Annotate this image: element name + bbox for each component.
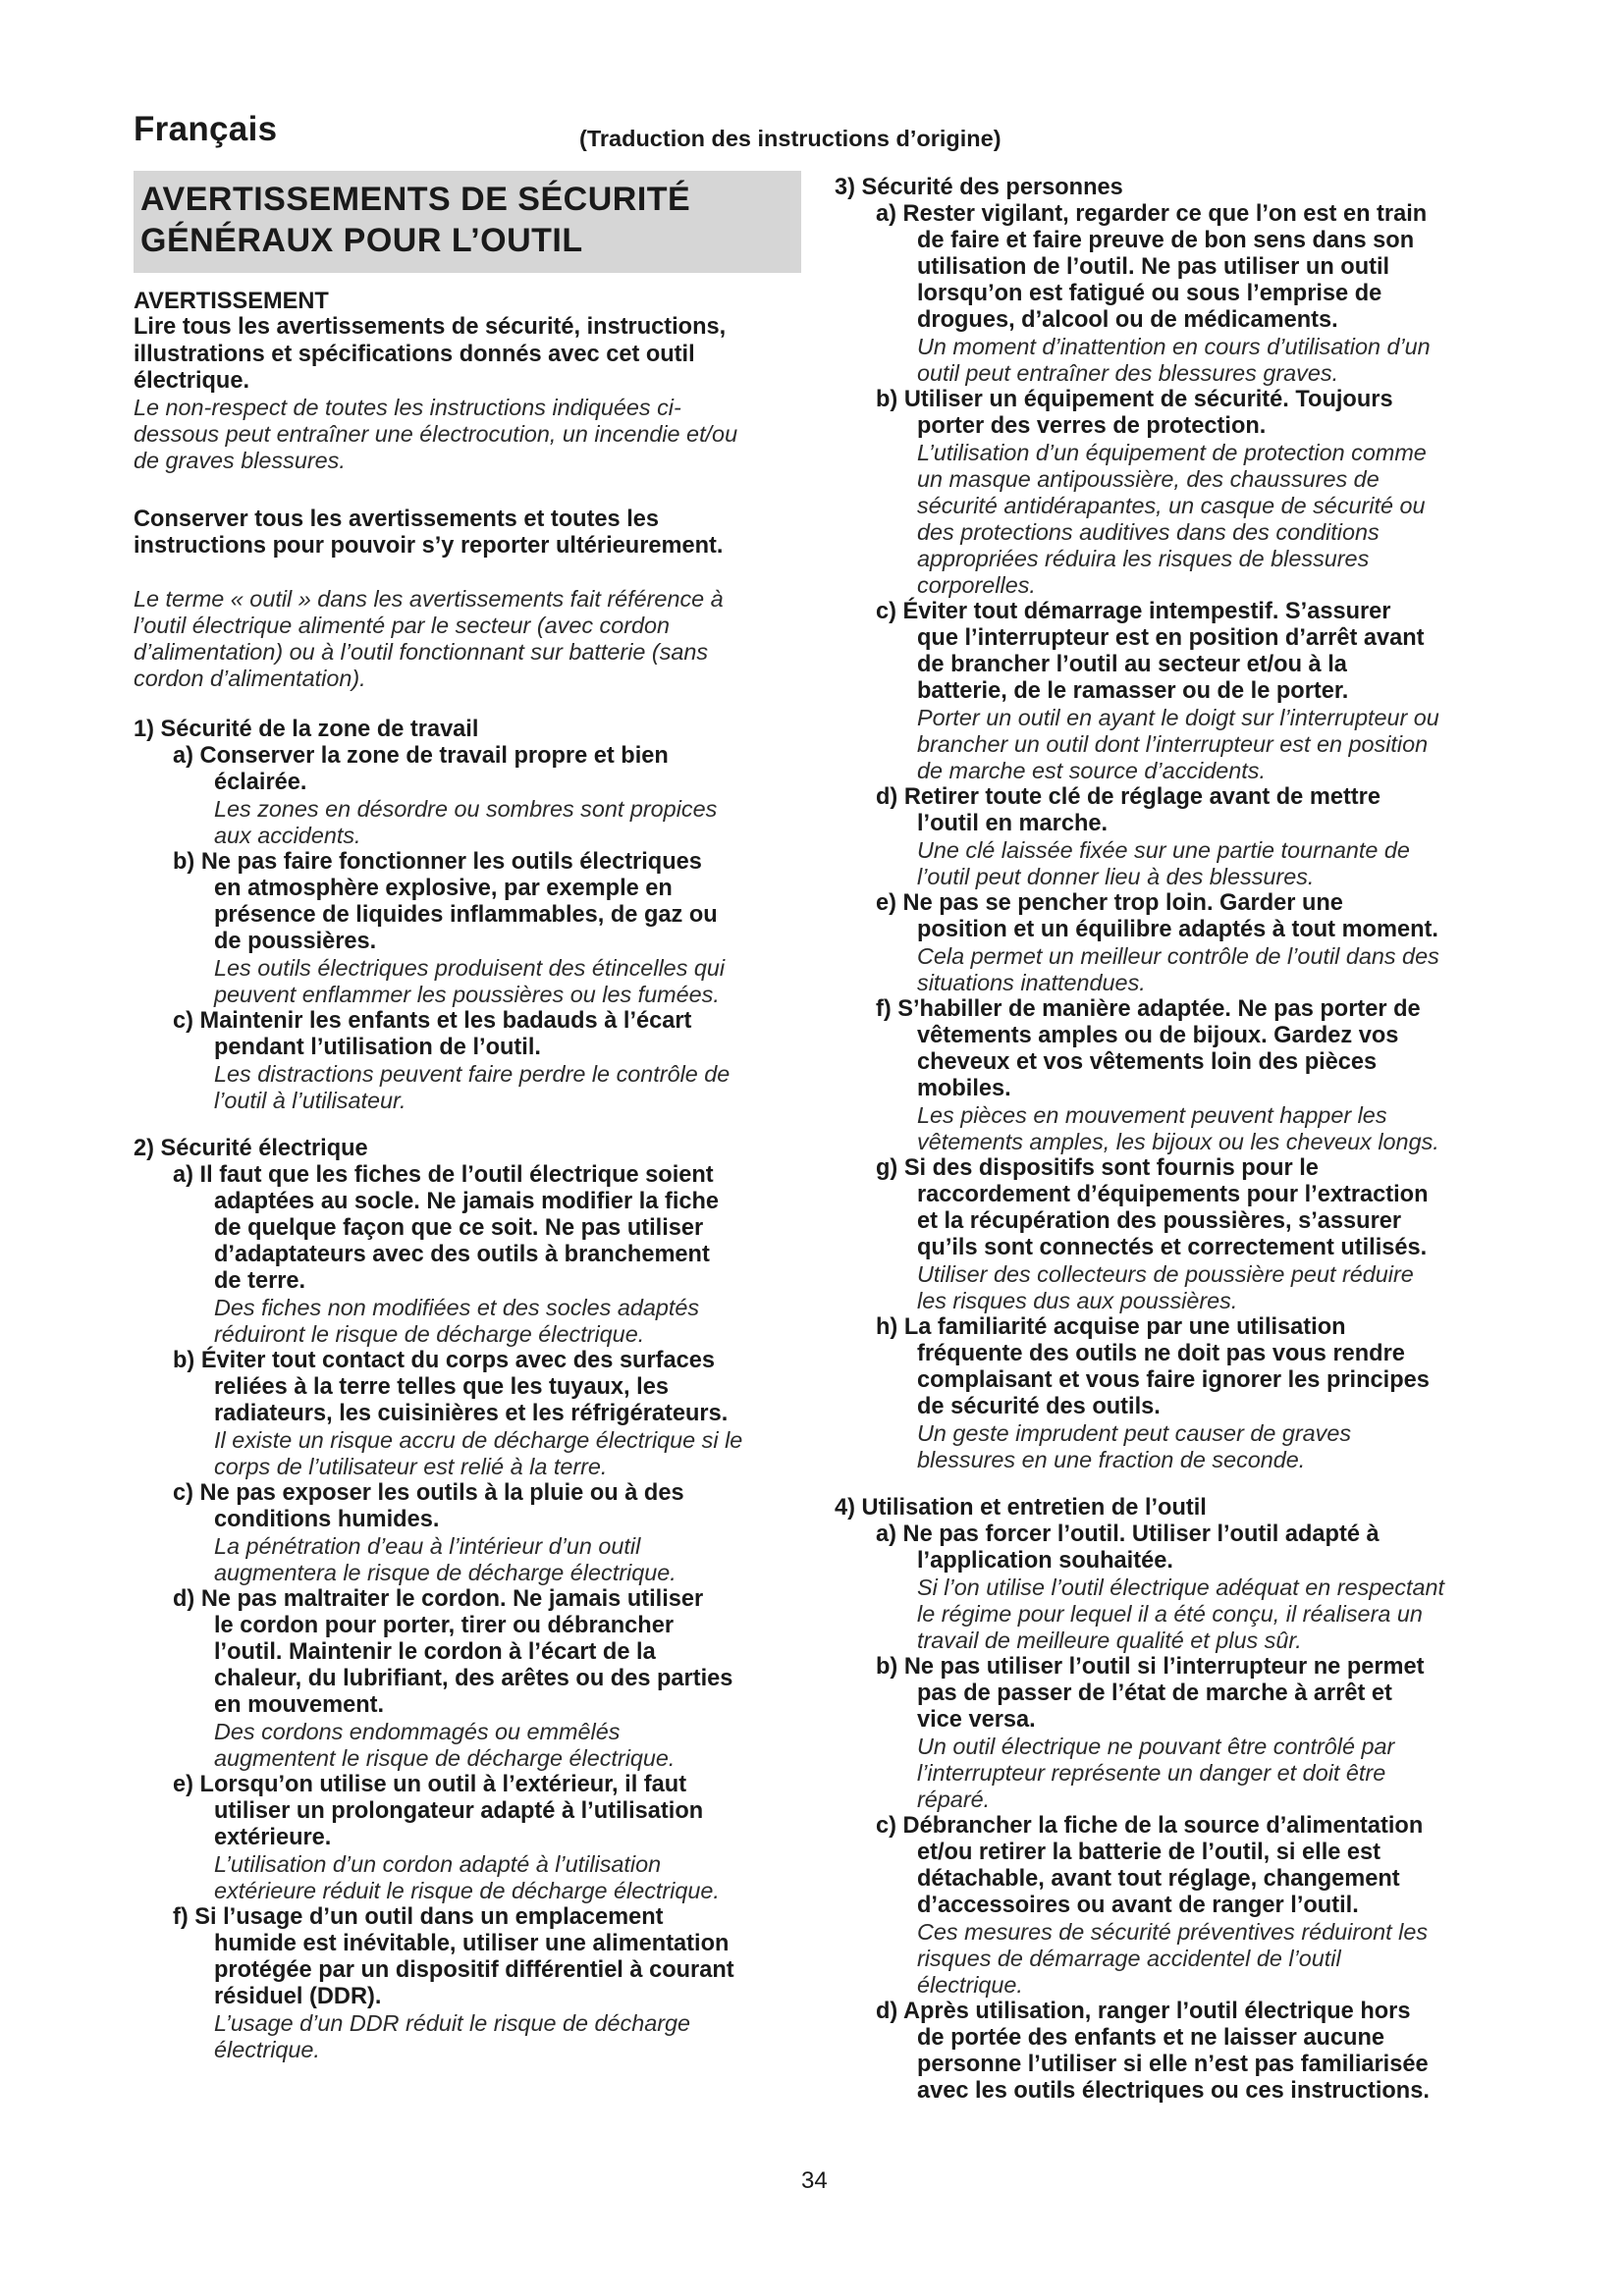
item-text: l’outil en marche. bbox=[917, 811, 1109, 836]
item-text: d) Retirer toute clé de réglage avant de mettre bbox=[876, 784, 1380, 810]
item-note: Ces mesures de sécurité préventives réduiront les bbox=[917, 1919, 1429, 1945]
item-note: appropriées réduira les risques de blessures bbox=[917, 546, 1370, 571]
item-note: L’usage d’un DDR réduit le risque de décharge bbox=[214, 2010, 691, 2036]
item-note: les risques dus aux poussières. bbox=[917, 1288, 1238, 1313]
item-text: pas de passer de l’état de marche à arrêt et bbox=[917, 1681, 1392, 1706]
item-text: c) Éviter tout démarrage intempestif. S’assurer bbox=[876, 599, 1391, 624]
item-text: d’accessoires ou avant de ranger l’outil. bbox=[917, 1893, 1359, 1918]
item-note: Une clé laissée fixée sur une partie tournante de bbox=[917, 837, 1410, 863]
item-text: cheveux et vos vêtements loin des pièces bbox=[917, 1049, 1378, 1075]
item-text: g) Si des dispositifs sont fournis pour le bbox=[876, 1155, 1319, 1181]
keep-instructions: instructions pour pouvoir s’y reporter ultérieurement. bbox=[134, 533, 724, 559]
item-text: en mouvement. bbox=[214, 1692, 385, 1718]
item-note: l’outil à l’utilisateur. bbox=[214, 1088, 406, 1113]
item-note: Cela permet un meilleur contrôle de l’outil dans des bbox=[917, 943, 1439, 969]
item-note: Un outil électrique ne pouvant être contrôlé par bbox=[917, 1734, 1395, 1759]
item-text: a) Rester vigilant, regarder ce que l’on est en train bbox=[876, 201, 1428, 227]
item-text: le cordon pour porter, tirer ou débrancher bbox=[214, 1613, 675, 1638]
item-note: risques de démarrage accidentel de l’outil bbox=[917, 1946, 1341, 1971]
item-text: drogues, d’alcool ou de médicaments. bbox=[917, 307, 1338, 333]
item-text: adaptées au socle. Ne jamais modifier la fiche bbox=[214, 1189, 720, 1214]
item-text: l’application souhaitée. bbox=[917, 1548, 1173, 1574]
item-text: c) Ne pas exposer les outils à la pluie ou à des bbox=[173, 1480, 684, 1506]
item-note: Les zones en désordre ou sombres sont propices bbox=[214, 796, 718, 822]
item-note: le régime pour lequel il a été conçu, il réalisera un bbox=[917, 1601, 1423, 1627]
item-note: Les outils électriques produisent des étincelles qui bbox=[214, 955, 726, 981]
section-3-title: 3) Sécurité des personnes bbox=[835, 175, 1123, 200]
item-text: fréquente des outils ne doit pas vous rendre bbox=[917, 1341, 1405, 1366]
item-text: de quelque façon que ce soit. Ne pas utiliser bbox=[214, 1215, 704, 1241]
item-note: corps de l’utilisateur est relié à la terre. bbox=[214, 1454, 608, 1479]
item-text: résiduel (DDR). bbox=[214, 1984, 382, 2009]
item-text: de brancher l’outil au secteur et/ou à la bbox=[917, 652, 1347, 677]
item-text: qu’ils sont connectés et correctement utilisés. bbox=[917, 1235, 1428, 1260]
item-text: batterie, de le ramasser ou de le porter. bbox=[917, 678, 1349, 704]
item-text: d’adaptateurs avec des outils à branchement bbox=[214, 1242, 710, 1267]
item-note: des protections auditives dans des conditions bbox=[917, 519, 1380, 545]
item-note: Des fiches non modifiées et des socles adaptés bbox=[214, 1295, 700, 1320]
warning-note: de graves blessures. bbox=[134, 448, 346, 473]
term-definition: Le terme « outil » dans les avertissements fait référence à bbox=[134, 586, 724, 612]
item-text: pendant l’utilisation de l’outil. bbox=[214, 1035, 541, 1060]
item-text: c) Débrancher la fiche de la source d’alimentation bbox=[876, 1813, 1424, 1839]
item-text: b) Ne pas faire fonctionner les outils électriques bbox=[173, 849, 702, 875]
item-text: éclairée. bbox=[214, 770, 307, 795]
item-text: en atmosphère explosive, par exemple en bbox=[214, 876, 673, 901]
item-text: porter des verres de protection. bbox=[917, 413, 1267, 439]
item-note: Un geste imprudent peut causer de graves bbox=[917, 1420, 1352, 1446]
item-text: que l’interrupteur est en position d’arrêt avant bbox=[917, 625, 1425, 651]
item-note: Utiliser des collecteurs de poussière peut réduire bbox=[917, 1261, 1414, 1287]
item-text: mobiles. bbox=[917, 1076, 1011, 1101]
item-note: Les distractions peuvent faire perdre le contrôle de bbox=[214, 1061, 731, 1087]
warning-note: Le non-respect de toutes les instructions indiquées ci- bbox=[134, 395, 681, 420]
item-text: de faire et faire preuve de bon sens dans son bbox=[917, 228, 1415, 253]
item-note: Il existe un risque accru de décharge électrique si le bbox=[214, 1427, 743, 1453]
item-text: f) S’habiller de manière adaptée. Ne pas porter de bbox=[876, 996, 1421, 1022]
item-note: Les pièces en mouvement peuvent happer les bbox=[917, 1102, 1387, 1128]
item-note: travail de meilleure qualité et plus sûr. bbox=[917, 1628, 1302, 1653]
item-note: Des cordons endommagés ou emmêlés bbox=[214, 1719, 621, 1744]
document-subtitle: (Traduction des instructions d’origine) bbox=[579, 126, 1001, 151]
banner-title-line-1: AVERTISSEMENTS DE SÉCURITÉ bbox=[140, 181, 691, 218]
item-note: réduiront le risque de décharge électrique. bbox=[214, 1321, 645, 1347]
item-text: a) Conserver la zone de travail propre et bien bbox=[173, 743, 669, 769]
item-text: b) Utiliser un équipement de sécurité. Toujours bbox=[876, 387, 1393, 412]
item-note: Porter un outil en ayant le doigt sur l’interrupteur ou bbox=[917, 705, 1439, 730]
item-note: l’interrupteur représente un danger et doit être bbox=[917, 1760, 1386, 1786]
item-note: corporelles. bbox=[917, 572, 1036, 598]
item-note: blessures en une fraction de seconde. bbox=[917, 1447, 1306, 1472]
section-4-title: 4) Utilisation et entretien de l’outil bbox=[835, 1495, 1207, 1521]
term-definition: d’alimentation) ou à l’outil fonctionnant sur batterie (sans bbox=[134, 639, 709, 665]
item-text: raccordement d’équipements pour l’extraction bbox=[917, 1182, 1429, 1207]
item-text: position et un équilibre adaptés à tout moment. bbox=[917, 917, 1438, 942]
item-text: de portée des enfants et ne laisser aucune bbox=[917, 2025, 1384, 2051]
section-2-title: 2) Sécurité électrique bbox=[134, 1136, 368, 1161]
section-1-title: 1) Sécurité de la zone de travail bbox=[134, 717, 479, 742]
item-text: c) Maintenir les enfants et les badauds à l’écart bbox=[173, 1008, 692, 1034]
warning-text: illustrations et spécifications donnés avec cet outil bbox=[134, 342, 695, 367]
item-text: h) La familiarité acquise par une utilisation bbox=[876, 1314, 1346, 1340]
item-note: électrique. bbox=[917, 1972, 1023, 1998]
item-text: humide est inévitable, utiliser une alimentation bbox=[214, 1931, 730, 1956]
item-text: e) Ne pas se pencher trop loin. Garder une bbox=[876, 890, 1343, 916]
item-note: sécurité antidérapantes, un casque de sécurité ou bbox=[917, 493, 1426, 518]
item-note: augmentent le risque de décharge électrique. bbox=[214, 1745, 676, 1771]
item-text: l’outil. Maintenir le cordon à l’écart de la bbox=[214, 1639, 656, 1665]
item-text: d) Après utilisation, ranger l’outil électrique hors bbox=[876, 1999, 1411, 2024]
item-text: et/ou retirer la batterie de l’outil, si elle est bbox=[917, 1840, 1381, 1865]
item-note: aux accidents. bbox=[214, 823, 361, 848]
page-number: 34 bbox=[801, 2167, 828, 2194]
item-text: détachable, avant tout réglage, changement bbox=[917, 1866, 1400, 1892]
keep-instructions: Conserver tous les avertissements et toutes les bbox=[134, 507, 660, 532]
item-text: utilisation de l’outil. Ne pas utiliser un outil bbox=[917, 254, 1390, 280]
item-note: L’utilisation d’un équipement de protection comme bbox=[917, 440, 1427, 465]
item-note: augmentera le risque de décharge électrique. bbox=[214, 1560, 677, 1585]
item-text: extérieure. bbox=[214, 1825, 332, 1850]
item-text: reliées à la terre telles que les tuyaux, les bbox=[214, 1374, 669, 1400]
item-text: avec les outils électriques ou ces instructions. bbox=[917, 2078, 1430, 2104]
item-text: vice versa. bbox=[917, 1707, 1036, 1733]
item-text: utiliser un prolongateur adapté à l’utilisation bbox=[214, 1798, 704, 1824]
item-text: et la récupération des poussières, s’assurer bbox=[917, 1208, 1402, 1234]
item-text: a) Il faut que les fiches de l’outil électrique soient bbox=[173, 1162, 714, 1188]
item-note: un masque antipoussière, des chaussures de bbox=[917, 466, 1380, 492]
banner-title-line-2: GÉNÉRAUX POUR L’OUTIL bbox=[140, 222, 583, 259]
term-definition: l’outil électrique alimenté par le secteur (avec cordon bbox=[134, 613, 671, 638]
item-text: vêtements amples ou de bijoux. Gardez vos bbox=[917, 1023, 1399, 1048]
item-text: protégée par un dispositif différentiel à courant bbox=[214, 1957, 734, 1983]
item-text: lorsqu’on est fatigué ou sous l’emprise de bbox=[917, 281, 1382, 306]
item-note: peuvent enflammer les poussières ou les fumées. bbox=[214, 982, 720, 1007]
item-note: Si l’on utilise l’outil électrique adéquat en respectant bbox=[917, 1575, 1445, 1600]
item-text: personne l’utiliser si elle n’est pas familiarisée bbox=[917, 2052, 1429, 2077]
language-heading: Français bbox=[134, 110, 278, 148]
item-text: f) Si l’usage d’un outil dans un emplacement bbox=[173, 1904, 664, 1930]
item-note: situations inattendues. bbox=[917, 970, 1146, 995]
item-text: a) Ne pas forcer l’outil. Utiliser l’outil adapté à bbox=[876, 1522, 1380, 1547]
item-text: présence de liquides inflammables, de gaz ou bbox=[214, 902, 718, 928]
item-note: Un moment d’inattention en cours d’utilisation d’un bbox=[917, 334, 1431, 359]
item-note: L’utilisation d’un cordon adapté à l’utilisation bbox=[214, 1851, 662, 1877]
item-note: outil peut entraîner des blessures graves. bbox=[917, 360, 1339, 386]
item-note: brancher un outil dont l’interrupteur est en position bbox=[917, 731, 1429, 757]
item-note: l’outil peut donner lieu à des blessures. bbox=[917, 864, 1315, 889]
item-note: de marche est source d’accidents. bbox=[917, 758, 1266, 783]
item-text: b) Ne pas utiliser l’outil si l’interrupteur ne permet bbox=[876, 1654, 1425, 1680]
item-text: chaleur, du lubrifiant, des arêtes ou des parties bbox=[214, 1666, 733, 1691]
item-note: La pénétration d’eau à l’intérieur d’un outil bbox=[214, 1533, 641, 1559]
warning-title: AVERTISSEMENT bbox=[134, 289, 329, 314]
warning-text: Lire tous les avertissements de sécurité, instructions, bbox=[134, 314, 727, 340]
item-text: radiateurs, les cuisinières et les réfrigérateurs. bbox=[214, 1401, 729, 1426]
item-note: extérieure réduit le risque de décharge électrique. bbox=[214, 1878, 720, 1903]
item-text: e) Lorsqu’on utilise un outil à l’extérieur, il faut bbox=[173, 1772, 687, 1797]
item-note: électrique. bbox=[214, 2037, 320, 2062]
item-text: complaisant et vous faire ignorer les principes bbox=[917, 1367, 1430, 1393]
warning-text: électrique. bbox=[134, 368, 250, 394]
warning-note: dessous peut entraîner une électrocution, un incendie et/ou bbox=[134, 421, 738, 447]
item-note: réparé. bbox=[917, 1787, 991, 1812]
term-definition: cordon d’alimentation). bbox=[134, 666, 366, 691]
item-text: de sécurité des outils. bbox=[917, 1394, 1161, 1419]
item-text: conditions humides. bbox=[214, 1507, 440, 1532]
item-note: vêtements amples, les bijoux ou les cheveux longs. bbox=[917, 1129, 1439, 1154]
item-text: de poussières. bbox=[214, 929, 377, 954]
item-text: d) Ne pas maltraiter le cordon. Ne jamais utiliser bbox=[173, 1586, 704, 1612]
item-text: b) Éviter tout contact du corps avec des surfaces bbox=[173, 1348, 715, 1373]
item-text: de terre. bbox=[214, 1268, 306, 1294]
